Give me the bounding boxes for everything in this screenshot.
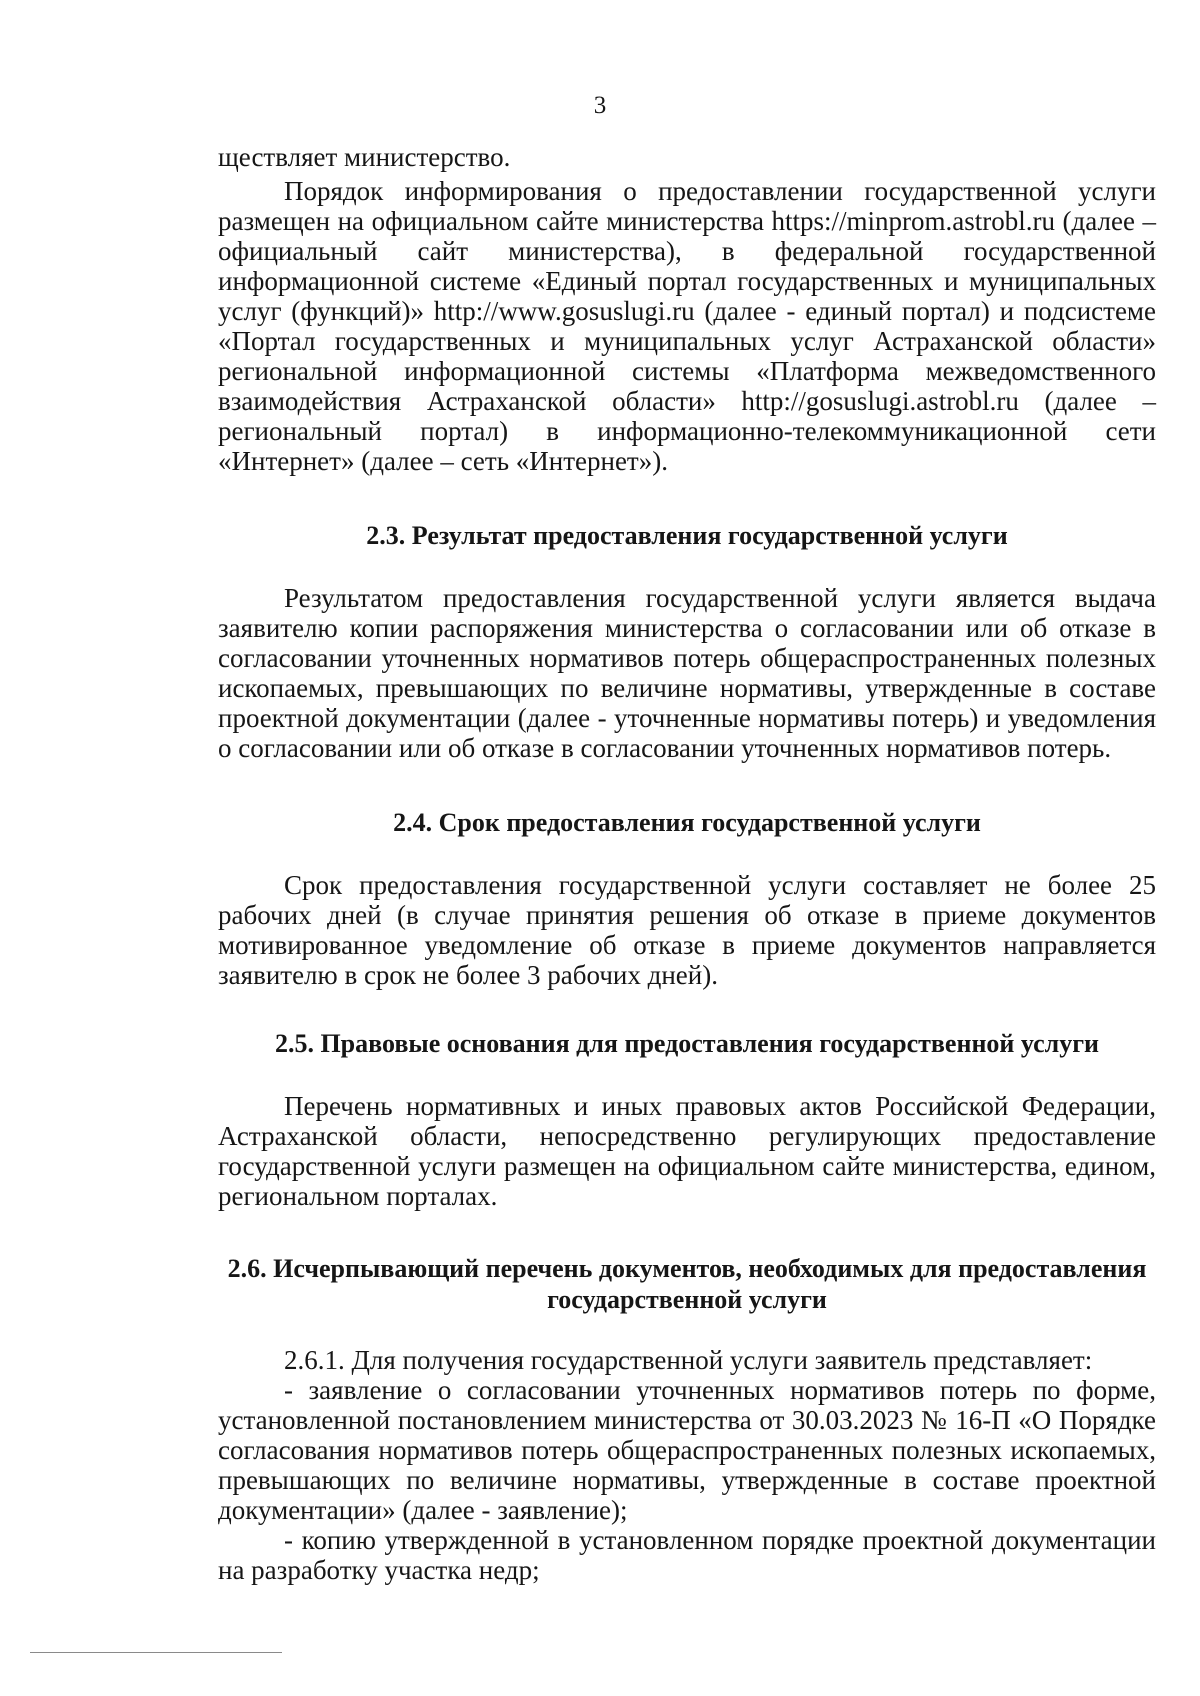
paragraph-legal-basis: Перечень нормативных и иных правовых актов Российской Федерации, Астраханской области, непосредственно регулирующих предоставление государственной услуги размещен на официальном сайте министерства, едином, региональном порталах. — [218, 1091, 1156, 1211]
section-heading-2-3: 2.3. Результат предоставления государственной услуги — [366, 521, 1008, 550]
section-heading-2-5: 2.5. Правовые основания для предоставления государственной услуги — [274, 1029, 1100, 1058]
list-item-project-documentation: - копию утвержденной в установленном порядке проектной документации на разработку участка недр; — [218, 1525, 1156, 1585]
paragraph-service-result: Результатом предоставления государственной услуги является выдача заявителю копии распоряжения министерства о согласовании или об отказе в согласовании уточненных нормативов потерь общераспространенных полезных ископаемых, превышающих по величине нормативы, утвержденные в составе проектной документации (далее - уточненные нормативы потерь) и уведомления о согласовании или об отказе в согласовании уточненных нормативов потерь. — [218, 583, 1156, 763]
paragraph-service-term: Срок предоставления государственной услуги составляет не более 25 рабочих дней (в случае принятия решения об отказе в приеме документов мотивированное уведомление об отказе в приеме документов направляется заявителю в срок не более 3 рабочих дней). — [218, 870, 1156, 990]
section-heading-2-4: 2.4. Срок предоставления государственной услуги — [393, 808, 981, 837]
section-heading-2-6 — [218, 1253, 1156, 1315]
paragraph-informing-procedure: Порядок информирования о предоставлении государственной услуги размещен на официальном сайте министерства https://minprom.astrobl.ru (далее – официальный сайт министерства), в федеральной государственной информационной системе «Единый портал государственных и муниципальных услуг (функций)» http://www.gosuslugi.ru (далее - единый портал) и подсистеме «Портал государственных и муниципальных услуг Астраханской области» региональной информационной системы «Платформа межведомственного взаимодействия Астраханской области» http://gosuslugi.astrobl.ru (далее – региональный портал) в информационно-телекоммуникационной сети «Интернет» (далее – сеть «Интернет»). — [218, 176, 1156, 476]
list-item-application: - заявление о согласовании уточненных нормативов потерь по форме, установленной постановлением министерства от 30.03.2023 № 16-П «О Порядке согласования нормативов потерь общераспространенных полезных ископаемых, превышающих по величине нормативы, утвержденные в составе проектной документации» (далее - заявление); — [218, 1375, 1156, 1525]
document-body — [218, 142, 1156, 1585]
page-number: 3 — [593, 92, 607, 119]
section-heading-2-6-line2: государственной услуги — [547, 1285, 827, 1314]
footer-rule — [30, 1652, 282, 1653]
section-heading-2-6-line1: 2.6. Исчерпывающий перечень документов, необходимых для предоставления — [227, 1254, 1147, 1283]
paragraph-continuation: ществляет министерство. — [218, 142, 511, 172]
paragraph-2-6-1: 2.6.1. Для получения государственной услуги заявитель представляет: — [284, 1345, 1093, 1375]
